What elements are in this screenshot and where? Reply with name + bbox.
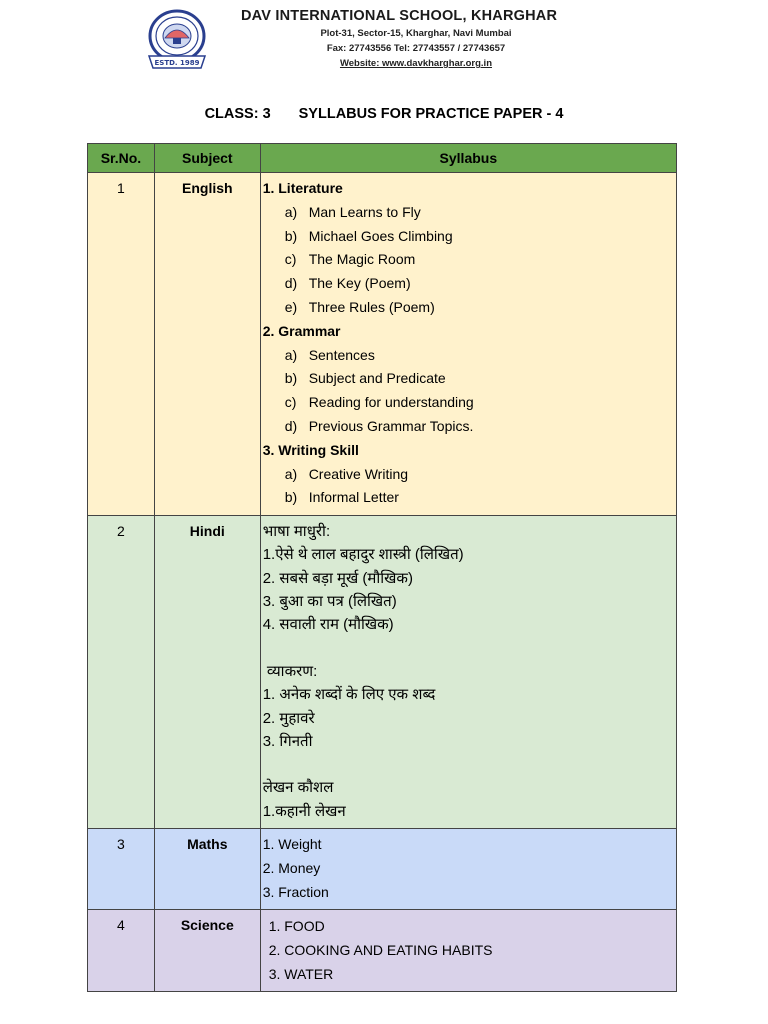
sr-no: 3 bbox=[88, 829, 155, 910]
header-syllabus: Syllabus bbox=[260, 144, 676, 173]
subject-name: Maths bbox=[154, 829, 260, 910]
list-item: d) Previous Grammar Topics. bbox=[284, 417, 474, 434]
blank-line bbox=[263, 753, 674, 776]
section-heading: 3. Writing Skill bbox=[262, 441, 359, 458]
table-header-row bbox=[88, 144, 677, 173]
document-title bbox=[0, 106, 768, 122]
table-row-english bbox=[88, 173, 677, 516]
list-item: a) Creative Writing bbox=[284, 465, 409, 482]
list-item: 1.ऐसे थे लाल बहादुर शास्त्री (लिखित) bbox=[262, 546, 464, 564]
list-item: a) Man Learns to Fly bbox=[284, 203, 421, 220]
section-heading: व्याकरण: bbox=[262, 662, 318, 680]
list-item: 2. मुहावरे bbox=[262, 709, 315, 727]
list-item: 1.कहानी लेखन bbox=[262, 802, 346, 820]
list-item: a) Sentences bbox=[284, 346, 375, 363]
table-row-maths bbox=[88, 829, 677, 910]
school-logo-emblem bbox=[143, 8, 211, 72]
syllabus-english bbox=[260, 173, 676, 516]
table-row-hindi bbox=[88, 516, 677, 829]
list-item: 1. अनेक शब्दों के लिए एक शब्द bbox=[262, 686, 436, 704]
list-item: 4. सवाली राम (मौखिक) bbox=[262, 616, 394, 634]
subject-name: Science bbox=[154, 910, 260, 992]
subject-name: Hindi bbox=[154, 516, 260, 829]
school-address: Plot-31, Sector-15, Kharghar, Navi Mumbai bbox=[320, 28, 512, 39]
list-item: 3. WATER bbox=[268, 966, 334, 983]
syllabus-table bbox=[87, 143, 677, 992]
list-item: b) Michael Goes Climbing bbox=[284, 227, 453, 244]
letterhead bbox=[0, 0, 768, 80]
list-item: 3. Fraction bbox=[262, 883, 329, 900]
subject-name: English bbox=[154, 173, 260, 516]
list-item: 2. सबसे बड़ा मूर्ख (मौखिक) bbox=[262, 569, 413, 587]
logo-estd-text: ESTD. 1989 bbox=[154, 59, 200, 67]
list-item: d) The Key (Poem) bbox=[284, 275, 411, 292]
section-heading: 2. Grammar bbox=[262, 322, 341, 339]
list-item: c) Reading for understanding bbox=[284, 394, 474, 411]
syllabus-science bbox=[260, 910, 676, 992]
blank-line bbox=[263, 637, 674, 660]
list-item: 3. गिनती bbox=[262, 732, 313, 750]
class-label: CLASS: 3 bbox=[204, 106, 271, 122]
list-item: c) The Magic Room bbox=[284, 251, 416, 268]
list-item: भाषा माधुरी: bbox=[262, 523, 331, 541]
sr-no: 4 bbox=[88, 910, 155, 992]
syllabus-hindi bbox=[260, 516, 676, 829]
sr-no: 2 bbox=[88, 516, 155, 829]
list-item: b) Subject and Predicate bbox=[284, 370, 446, 387]
syllabus-maths bbox=[260, 829, 676, 910]
sr-no: 1 bbox=[88, 173, 155, 516]
list-item: 1. Weight bbox=[262, 836, 322, 853]
header-subject: Subject bbox=[154, 144, 260, 173]
list-item: 2. COOKING AND EATING HABITS bbox=[268, 942, 493, 959]
list-item: 3. बुआ का पत्र (लिखित) bbox=[262, 593, 397, 611]
header-srno: Sr.No. bbox=[88, 144, 155, 173]
list-item: b) Informal Letter bbox=[284, 489, 399, 506]
section-heading: लेखन कौशल bbox=[262, 779, 334, 797]
table-row-science bbox=[88, 910, 677, 992]
list-item: 1. FOOD bbox=[268, 918, 325, 935]
school-contact: Fax: 27743556 Tel: 27743557 / 27743657 bbox=[326, 43, 506, 54]
syllabus-title: SYLLABUS FOR PRACTICE PAPER - 4 bbox=[298, 106, 564, 122]
list-item: e) Three Rules (Poem) bbox=[284, 298, 435, 315]
school-website-link[interactable]: Website: www.davkharghar.org.in bbox=[339, 58, 493, 69]
school-name: DAV INTERNATIONAL SCHOOL, KHARGHAR bbox=[241, 8, 558, 24]
list-item: 2. Money bbox=[262, 859, 321, 876]
section-heading: 1. Literature bbox=[262, 180, 343, 196]
